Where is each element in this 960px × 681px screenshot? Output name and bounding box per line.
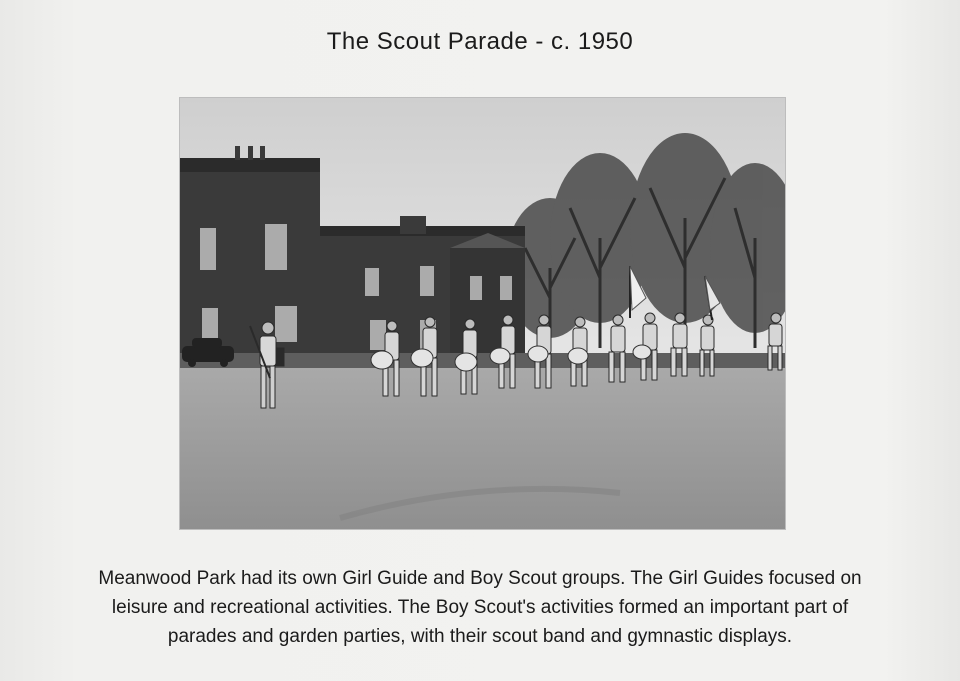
page-title: The Scout Parade - c. 1950 (326, 28, 634, 55)
caption-line: Meanwood Park had its own Girl Guide and Boy Scout groups. The Girl Guides focused on (98, 568, 862, 589)
caption-line: leisure and recreational activities. The Boy Scout's activities formed an important part of (111, 597, 849, 618)
scout-parade-photo (180, 98, 785, 529)
caption-line: parades and garden parties, with their scout band and gymnastic displays. (167, 626, 793, 647)
photo-caption (20, 564, 940, 651)
